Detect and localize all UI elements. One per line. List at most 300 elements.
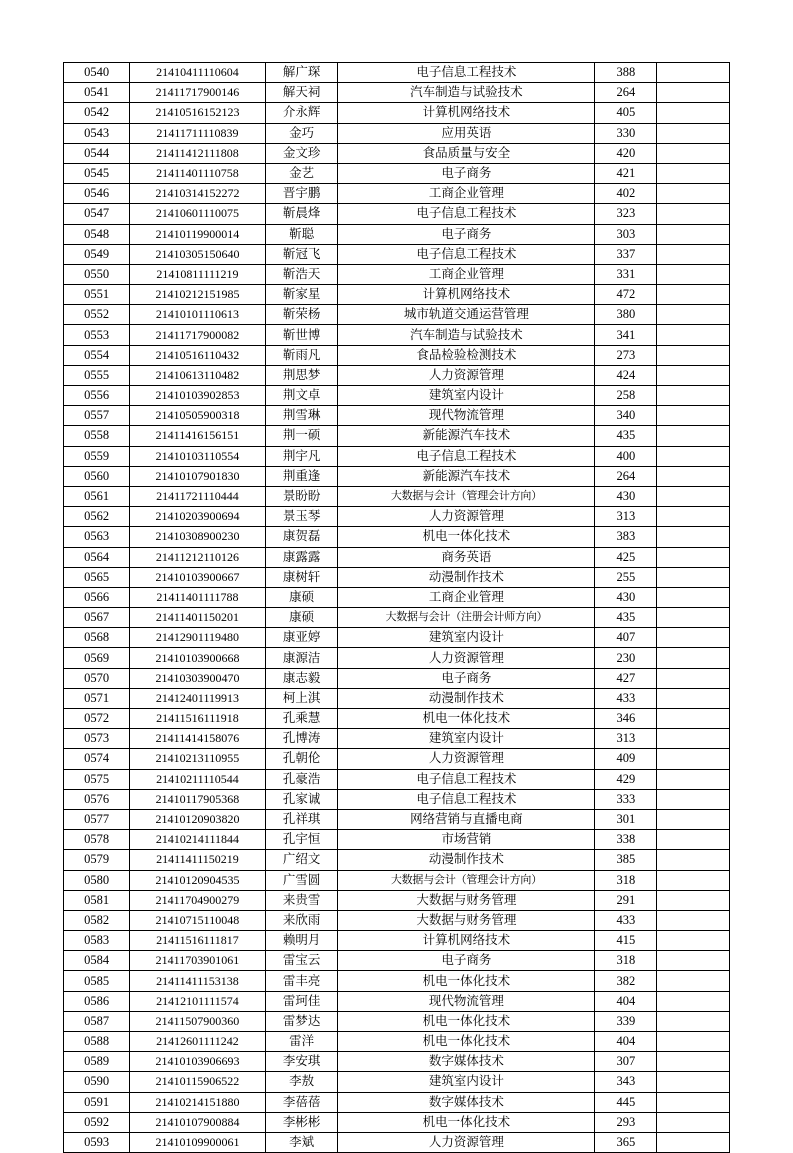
cell-blank bbox=[657, 870, 730, 890]
cell-blank bbox=[657, 890, 730, 910]
cell-seq: 0549 bbox=[64, 244, 130, 264]
table-row bbox=[64, 1011, 730, 1031]
cell-seq: 0568 bbox=[64, 628, 130, 648]
cell-seq: 0540 bbox=[64, 63, 130, 83]
cell-name: 靳晨烽 bbox=[265, 204, 338, 224]
cell-major: 电子信息工程技术 bbox=[338, 244, 595, 264]
cell-score: 258 bbox=[595, 386, 657, 406]
cell-name: 雷丰亮 bbox=[265, 971, 338, 991]
cell-major: 数字媒体技术 bbox=[338, 1092, 595, 1112]
table-row bbox=[64, 123, 730, 143]
cell-exam-id: 21410103906693 bbox=[130, 1052, 266, 1072]
table-row bbox=[64, 345, 730, 365]
cell-blank bbox=[657, 143, 730, 163]
cell-seq: 0552 bbox=[64, 305, 130, 325]
cell-exam-id: 21410211110544 bbox=[130, 769, 266, 789]
cell-name: 靳冠飞 bbox=[265, 244, 338, 264]
cell-exam-id: 21412101111574 bbox=[130, 991, 266, 1011]
cell-exam-id: 21411411153138 bbox=[130, 971, 266, 991]
cell-exam-id: 21411401111788 bbox=[130, 587, 266, 607]
cell-major: 人力资源管理 bbox=[338, 507, 595, 527]
table-row bbox=[64, 648, 730, 668]
cell-name: 来欣雨 bbox=[265, 910, 338, 930]
cell-major: 现代物流管理 bbox=[338, 406, 595, 426]
student-roster-table bbox=[63, 62, 730, 1153]
cell-major: 机电一体化技术 bbox=[338, 709, 595, 729]
table-row bbox=[64, 224, 730, 244]
cell-seq: 0576 bbox=[64, 789, 130, 809]
table-row bbox=[64, 890, 730, 910]
cell-name: 康露露 bbox=[265, 547, 338, 567]
cell-exam-id: 21411507900360 bbox=[130, 1011, 266, 1031]
cell-exam-id: 21411516111817 bbox=[130, 931, 266, 951]
cell-exam-id: 21410101110613 bbox=[130, 305, 266, 325]
table-row bbox=[64, 143, 730, 163]
cell-score: 400 bbox=[595, 446, 657, 466]
cell-name: 靳浩天 bbox=[265, 264, 338, 284]
cell-seq: 0564 bbox=[64, 547, 130, 567]
cell-seq: 0559 bbox=[64, 446, 130, 466]
cell-score: 339 bbox=[595, 1011, 657, 1031]
cell-blank bbox=[657, 224, 730, 244]
cell-score: 346 bbox=[595, 709, 657, 729]
table-row bbox=[64, 769, 730, 789]
cell-blank bbox=[657, 850, 730, 870]
cell-exam-id: 21410214151880 bbox=[130, 1092, 266, 1112]
cell-name: 介永辉 bbox=[265, 103, 338, 123]
cell-seq: 0572 bbox=[64, 709, 130, 729]
cell-exam-id: 21410107900884 bbox=[130, 1112, 266, 1132]
table-row bbox=[64, 204, 730, 224]
cell-score: 433 bbox=[595, 688, 657, 708]
cell-seq: 0585 bbox=[64, 971, 130, 991]
cell-blank bbox=[657, 729, 730, 749]
cell-major: 机电一体化技术 bbox=[338, 971, 595, 991]
cell-seq: 0543 bbox=[64, 123, 130, 143]
cell-seq: 0587 bbox=[64, 1011, 130, 1031]
cell-blank bbox=[657, 830, 730, 850]
cell-blank bbox=[657, 648, 730, 668]
cell-seq: 0588 bbox=[64, 1032, 130, 1052]
cell-exam-id: 21410516152123 bbox=[130, 103, 266, 123]
cell-major: 人力资源管理 bbox=[338, 749, 595, 769]
cell-seq: 0562 bbox=[64, 507, 130, 527]
cell-seq: 0548 bbox=[64, 224, 130, 244]
cell-blank bbox=[657, 507, 730, 527]
cell-major: 电子商务 bbox=[338, 951, 595, 971]
cell-score: 382 bbox=[595, 971, 657, 991]
cell-major: 汽车制造与试验技术 bbox=[338, 83, 595, 103]
cell-exam-id: 21410103900667 bbox=[130, 567, 266, 587]
table-row bbox=[64, 63, 730, 83]
cell-major: 现代物流管理 bbox=[338, 991, 595, 1011]
cell-seq: 0547 bbox=[64, 204, 130, 224]
cell-blank bbox=[657, 628, 730, 648]
cell-name: 孔祥琪 bbox=[265, 809, 338, 829]
cell-exam-id: 21410107901830 bbox=[130, 466, 266, 486]
table-row bbox=[64, 466, 730, 486]
cell-score: 255 bbox=[595, 567, 657, 587]
cell-name: 雷宝云 bbox=[265, 951, 338, 971]
cell-score: 425 bbox=[595, 547, 657, 567]
cell-seq: 0591 bbox=[64, 1092, 130, 1112]
cell-seq: 0584 bbox=[64, 951, 130, 971]
cell-seq: 0593 bbox=[64, 1132, 130, 1152]
table-row bbox=[64, 910, 730, 930]
cell-score: 323 bbox=[595, 204, 657, 224]
cell-exam-id: 21410305150640 bbox=[130, 244, 266, 264]
cell-major: 人力资源管理 bbox=[338, 365, 595, 385]
cell-exam-id: 21410119900014 bbox=[130, 224, 266, 244]
cell-seq: 0592 bbox=[64, 1112, 130, 1132]
cell-exam-id: 21411703901061 bbox=[130, 951, 266, 971]
cell-name: 解天祠 bbox=[265, 83, 338, 103]
cell-blank bbox=[657, 971, 730, 991]
table-row bbox=[64, 931, 730, 951]
cell-major: 建筑室内设计 bbox=[338, 729, 595, 749]
cell-score: 383 bbox=[595, 527, 657, 547]
cell-exam-id: 21410117905368 bbox=[130, 789, 266, 809]
cell-blank bbox=[657, 1072, 730, 1092]
cell-exam-id: 21410314152272 bbox=[130, 184, 266, 204]
cell-name: 孔豪浩 bbox=[265, 769, 338, 789]
cell-name: 雷梦达 bbox=[265, 1011, 338, 1031]
cell-exam-id: 21411401150201 bbox=[130, 608, 266, 628]
cell-name: 康源洁 bbox=[265, 648, 338, 668]
cell-name: 金巧 bbox=[265, 123, 338, 143]
cell-blank bbox=[657, 608, 730, 628]
cell-score: 230 bbox=[595, 648, 657, 668]
cell-name: 荆宇凡 bbox=[265, 446, 338, 466]
cell-name: 金文珍 bbox=[265, 143, 338, 163]
cell-name: 荆一硕 bbox=[265, 426, 338, 446]
cell-major: 应用英语 bbox=[338, 123, 595, 143]
cell-blank bbox=[657, 406, 730, 426]
table-row bbox=[64, 830, 730, 850]
cell-score: 365 bbox=[595, 1132, 657, 1152]
cell-blank bbox=[657, 1132, 730, 1152]
table-row bbox=[64, 567, 730, 587]
cell-seq: 0558 bbox=[64, 426, 130, 446]
cell-score: 331 bbox=[595, 264, 657, 284]
cell-name: 靳雨凡 bbox=[265, 345, 338, 365]
cell-name: 李安琪 bbox=[265, 1052, 338, 1072]
cell-score: 424 bbox=[595, 365, 657, 385]
cell-exam-id: 21410214111844 bbox=[130, 830, 266, 850]
cell-name: 孔宇恒 bbox=[265, 830, 338, 850]
cell-score: 338 bbox=[595, 830, 657, 850]
cell-score: 427 bbox=[595, 668, 657, 688]
cell-seq: 0575 bbox=[64, 769, 130, 789]
table-row bbox=[64, 1032, 730, 1052]
cell-blank bbox=[657, 184, 730, 204]
cell-exam-id: 21411416156151 bbox=[130, 426, 266, 446]
cell-score: 318 bbox=[595, 870, 657, 890]
cell-name: 景盼盼 bbox=[265, 486, 338, 506]
cell-blank bbox=[657, 123, 730, 143]
table-row bbox=[64, 386, 730, 406]
cell-major: 电子信息工程技术 bbox=[338, 789, 595, 809]
table-row bbox=[64, 729, 730, 749]
cell-major: 大数据与财务管理 bbox=[338, 910, 595, 930]
cell-name: 广绍文 bbox=[265, 850, 338, 870]
table-row bbox=[64, 749, 730, 769]
cell-major: 机电一体化技术 bbox=[338, 1112, 595, 1132]
cell-seq: 0570 bbox=[64, 668, 130, 688]
cell-seq: 0553 bbox=[64, 325, 130, 345]
cell-exam-id: 21410203900694 bbox=[130, 507, 266, 527]
cell-score: 430 bbox=[595, 587, 657, 607]
cell-major: 机电一体化技术 bbox=[338, 1032, 595, 1052]
cell-seq: 0560 bbox=[64, 466, 130, 486]
cell-blank bbox=[657, 345, 730, 365]
cell-score: 420 bbox=[595, 143, 657, 163]
cell-seq: 0544 bbox=[64, 143, 130, 163]
cell-blank bbox=[657, 264, 730, 284]
cell-seq: 0582 bbox=[64, 910, 130, 930]
cell-name: 孔乘慧 bbox=[265, 709, 338, 729]
cell-score: 313 bbox=[595, 729, 657, 749]
cell-name: 晋宇鹏 bbox=[265, 184, 338, 204]
cell-score: 333 bbox=[595, 789, 657, 809]
table-row bbox=[64, 305, 730, 325]
cell-seq: 0566 bbox=[64, 587, 130, 607]
cell-blank bbox=[657, 305, 730, 325]
cell-major: 电子信息工程技术 bbox=[338, 63, 595, 83]
cell-major: 动漫制作技术 bbox=[338, 688, 595, 708]
cell-major: 建筑室内设计 bbox=[338, 1072, 595, 1092]
cell-name: 柯上淇 bbox=[265, 688, 338, 708]
cell-score: 291 bbox=[595, 890, 657, 910]
cell-exam-id: 21410411110604 bbox=[130, 63, 266, 83]
cell-exam-id: 21410303900470 bbox=[130, 668, 266, 688]
cell-score: 301 bbox=[595, 809, 657, 829]
cell-exam-id: 21410308900230 bbox=[130, 527, 266, 547]
cell-name: 景玉琴 bbox=[265, 507, 338, 527]
cell-exam-id: 21411411150219 bbox=[130, 850, 266, 870]
cell-blank bbox=[657, 63, 730, 83]
cell-name: 靳聪 bbox=[265, 224, 338, 244]
table-row bbox=[64, 991, 730, 1011]
cell-score: 404 bbox=[595, 1032, 657, 1052]
cell-score: 273 bbox=[595, 345, 657, 365]
table-row bbox=[64, 103, 730, 123]
cell-score: 430 bbox=[595, 486, 657, 506]
cell-major: 工商企业管理 bbox=[338, 264, 595, 284]
cell-seq: 0556 bbox=[64, 386, 130, 406]
cell-seq: 0550 bbox=[64, 264, 130, 284]
cell-score: 337 bbox=[595, 244, 657, 264]
cell-name: 雷洋 bbox=[265, 1032, 338, 1052]
cell-seq: 0583 bbox=[64, 931, 130, 951]
cell-seq: 0579 bbox=[64, 850, 130, 870]
cell-blank bbox=[657, 789, 730, 809]
cell-major: 食品质量与安全 bbox=[338, 143, 595, 163]
cell-seq: 0569 bbox=[64, 648, 130, 668]
cell-blank bbox=[657, 386, 730, 406]
cell-blank bbox=[657, 809, 730, 829]
table-row bbox=[64, 244, 730, 264]
table-row bbox=[64, 406, 730, 426]
cell-blank bbox=[657, 749, 730, 769]
cell-score: 343 bbox=[595, 1072, 657, 1092]
cell-major: 城市轨道交通运营管理 bbox=[338, 305, 595, 325]
cell-score: 341 bbox=[595, 325, 657, 345]
table-row bbox=[64, 285, 730, 305]
cell-exam-id: 21411414158076 bbox=[130, 729, 266, 749]
cell-blank bbox=[657, 668, 730, 688]
cell-seq: 0541 bbox=[64, 83, 130, 103]
cell-blank bbox=[657, 1112, 730, 1132]
cell-blank bbox=[657, 466, 730, 486]
cell-blank bbox=[657, 204, 730, 224]
cell-blank bbox=[657, 709, 730, 729]
cell-score: 385 bbox=[595, 850, 657, 870]
cell-score: 264 bbox=[595, 466, 657, 486]
cell-exam-id: 21412601111242 bbox=[130, 1032, 266, 1052]
cell-score: 407 bbox=[595, 628, 657, 648]
cell-name: 荆重逢 bbox=[265, 466, 338, 486]
cell-exam-id: 21410811111219 bbox=[130, 264, 266, 284]
cell-name: 康树轩 bbox=[265, 567, 338, 587]
cell-score: 421 bbox=[595, 163, 657, 183]
cell-blank bbox=[657, 103, 730, 123]
cell-seq: 0586 bbox=[64, 991, 130, 1011]
cell-blank bbox=[657, 446, 730, 466]
cell-name: 李彬彬 bbox=[265, 1112, 338, 1132]
cell-major: 电子信息工程技术 bbox=[338, 204, 595, 224]
table-row bbox=[64, 83, 730, 103]
cell-name: 荆雪琳 bbox=[265, 406, 338, 426]
cell-exam-id: 21411711110839 bbox=[130, 123, 266, 143]
cell-name: 康贺磊 bbox=[265, 527, 338, 547]
cell-major: 计算机网络技术 bbox=[338, 103, 595, 123]
cell-blank bbox=[657, 1032, 730, 1052]
cell-exam-id: 21412401119913 bbox=[130, 688, 266, 708]
cell-major: 计算机网络技术 bbox=[338, 285, 595, 305]
cell-seq: 0590 bbox=[64, 1072, 130, 1092]
cell-blank bbox=[657, 567, 730, 587]
cell-score: 433 bbox=[595, 910, 657, 930]
cell-blank bbox=[657, 1052, 730, 1072]
cell-score: 303 bbox=[595, 224, 657, 244]
table-row bbox=[64, 809, 730, 829]
cell-exam-id: 21411412111808 bbox=[130, 143, 266, 163]
cell-major: 大数据与会计（管理会计方向） bbox=[338, 486, 595, 506]
cell-seq: 0574 bbox=[64, 749, 130, 769]
cell-blank bbox=[657, 163, 730, 183]
cell-major: 新能源汽车技术 bbox=[338, 426, 595, 446]
cell-exam-id: 21410120904535 bbox=[130, 870, 266, 890]
cell-name: 荆思梦 bbox=[265, 365, 338, 385]
cell-blank bbox=[657, 991, 730, 1011]
cell-seq: 0578 bbox=[64, 830, 130, 850]
cell-exam-id: 21411717900082 bbox=[130, 325, 266, 345]
cell-name: 康亚婷 bbox=[265, 628, 338, 648]
cell-exam-id: 21410103900668 bbox=[130, 648, 266, 668]
cell-seq: 0554 bbox=[64, 345, 130, 365]
cell-major: 建筑室内设计 bbox=[338, 386, 595, 406]
cell-name: 孔朝伦 bbox=[265, 749, 338, 769]
cell-major: 人力资源管理 bbox=[338, 648, 595, 668]
cell-score: 330 bbox=[595, 123, 657, 143]
cell-exam-id: 21410613110482 bbox=[130, 365, 266, 385]
cell-seq: 0563 bbox=[64, 527, 130, 547]
cell-exam-id: 21411704900279 bbox=[130, 890, 266, 910]
cell-exam-id: 21410213110955 bbox=[130, 749, 266, 769]
cell-blank bbox=[657, 688, 730, 708]
cell-score: 429 bbox=[595, 769, 657, 789]
cell-score: 313 bbox=[595, 507, 657, 527]
cell-blank bbox=[657, 1092, 730, 1112]
table-row bbox=[64, 587, 730, 607]
table-row bbox=[64, 628, 730, 648]
cell-name: 靳家星 bbox=[265, 285, 338, 305]
cell-score: 415 bbox=[595, 931, 657, 951]
cell-exam-id: 21410212151985 bbox=[130, 285, 266, 305]
cell-exam-id: 21410516110432 bbox=[130, 345, 266, 365]
table-row bbox=[64, 163, 730, 183]
table-row bbox=[64, 608, 730, 628]
cell-seq: 0567 bbox=[64, 608, 130, 628]
table-row bbox=[64, 951, 730, 971]
cell-score: 445 bbox=[595, 1092, 657, 1112]
cell-name: 雷珂佳 bbox=[265, 991, 338, 1011]
cell-score: 402 bbox=[595, 184, 657, 204]
table-row bbox=[64, 527, 730, 547]
cell-score: 404 bbox=[595, 991, 657, 1011]
table-row bbox=[64, 688, 730, 708]
cell-name: 康志毅 bbox=[265, 668, 338, 688]
cell-blank bbox=[657, 527, 730, 547]
cell-major: 建筑室内设计 bbox=[338, 628, 595, 648]
cell-blank bbox=[657, 83, 730, 103]
table-row bbox=[64, 446, 730, 466]
cell-blank bbox=[657, 325, 730, 345]
table-row bbox=[64, 184, 730, 204]
cell-exam-id: 21410120903820 bbox=[130, 809, 266, 829]
cell-seq: 0577 bbox=[64, 809, 130, 829]
cell-major: 动漫制作技术 bbox=[338, 567, 595, 587]
cell-score: 435 bbox=[595, 608, 657, 628]
cell-name: 荆文卓 bbox=[265, 386, 338, 406]
cell-blank bbox=[657, 587, 730, 607]
cell-major: 电子信息工程技术 bbox=[338, 769, 595, 789]
table-row bbox=[64, 1112, 730, 1132]
cell-name: 李蓓蓓 bbox=[265, 1092, 338, 1112]
cell-major: 动漫制作技术 bbox=[338, 850, 595, 870]
cell-major: 电子商务 bbox=[338, 668, 595, 688]
cell-score: 293 bbox=[595, 1112, 657, 1132]
cell-major: 汽车制造与试验技术 bbox=[338, 325, 595, 345]
cell-blank bbox=[657, 951, 730, 971]
cell-score: 405 bbox=[595, 103, 657, 123]
table-row bbox=[64, 507, 730, 527]
cell-major: 食品检验检测技术 bbox=[338, 345, 595, 365]
cell-name: 李敖 bbox=[265, 1072, 338, 1092]
cell-exam-id: 21411401110758 bbox=[130, 163, 266, 183]
cell-score: 307 bbox=[595, 1052, 657, 1072]
cell-exam-id: 21411212110126 bbox=[130, 547, 266, 567]
cell-exam-id: 21411516111918 bbox=[130, 709, 266, 729]
table-row bbox=[64, 870, 730, 890]
table-row bbox=[64, 789, 730, 809]
table-row bbox=[64, 1052, 730, 1072]
cell-blank bbox=[657, 426, 730, 446]
table-row bbox=[64, 264, 730, 284]
cell-seq: 0546 bbox=[64, 184, 130, 204]
cell-name: 靳荣杨 bbox=[265, 305, 338, 325]
